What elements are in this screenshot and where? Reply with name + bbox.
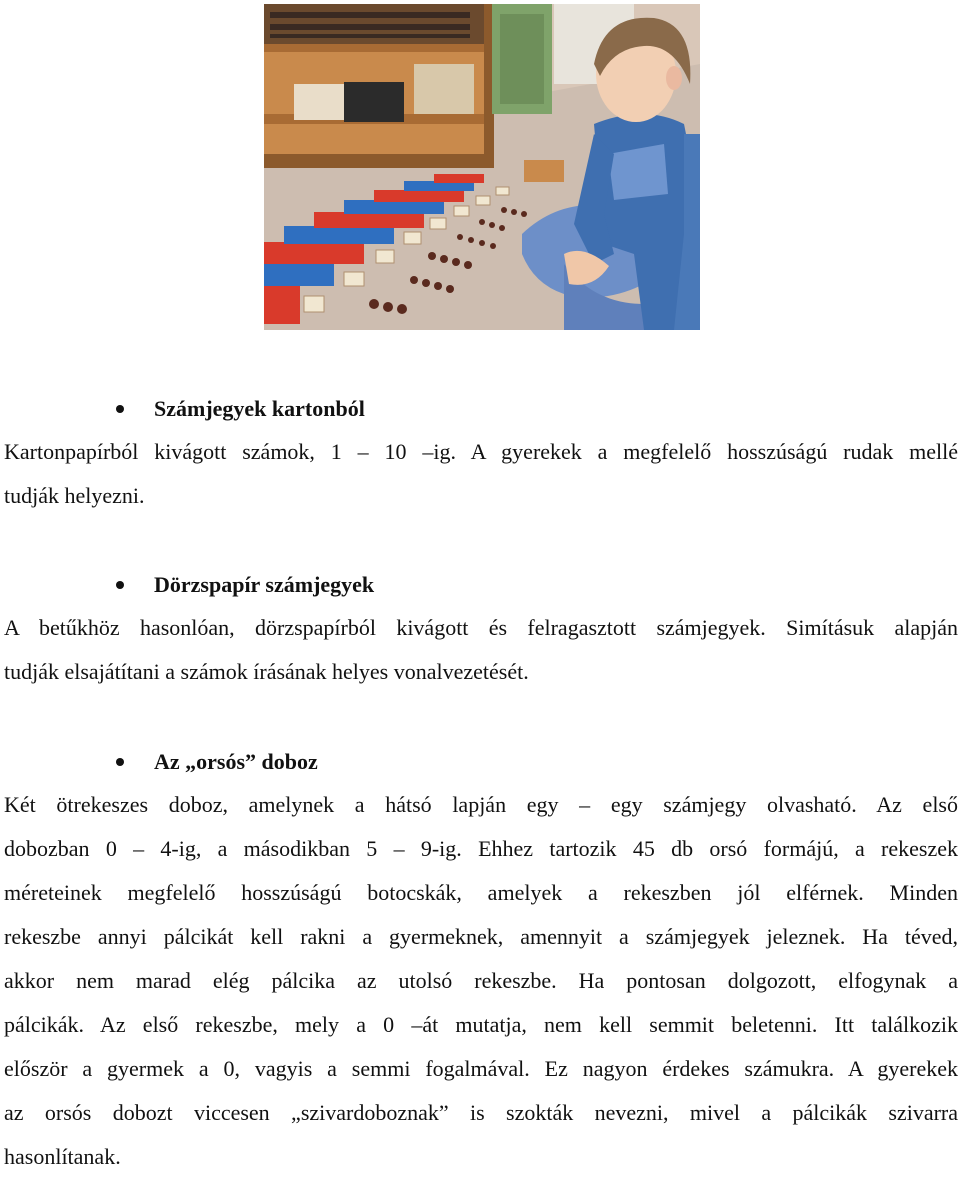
paragraph-line: dobozban 0 – 4-ig, a másodikban 5 – 9-ig. Ehhez tartozik 45 db orsó formájú, a rekeszek xyxy=(4,836,958,861)
paragraph-line: az orsós dobozt viccesen „szivardoboznak” is szokták nevezni, mivel a pálcikák szivarra xyxy=(4,1100,958,1125)
section-heading-3 xyxy=(116,749,318,775)
section-heading-text: Számjegyek kartonból xyxy=(154,396,365,421)
paragraph-line: tudják elsajátítani a számok írásának helyes vonalvezetését. xyxy=(4,659,529,684)
paragraph-line: tudják helyezni. xyxy=(4,483,145,508)
paragraph-line: először a gyermek a 0, vagyis a semmi fogalmával. Ez nagyon érdekes számukra. A gyerekek xyxy=(4,1056,958,1081)
section-paragraph-2 xyxy=(4,606,958,694)
paragraph-line: A betűkhöz hasonlóan, dörzspapírból kivágott és felragasztott számjegyek. Simításuk alapján xyxy=(4,615,958,640)
montessori-number-rods-photo xyxy=(264,4,700,330)
section-paragraph-1 xyxy=(4,430,958,518)
paragraph-line: Kartonpapírból kivágott számok, 1 – 10 –ig. A gyerekek a megfelelő hosszúságú rudak mellé xyxy=(4,439,958,464)
paragraph-line: pálcikák. Az első rekeszbe, mely a 0 –át mutatja, nem kell semmit beletenni. Itt találkozik xyxy=(4,1012,958,1037)
bullet-icon xyxy=(116,405,124,413)
section-heading-1 xyxy=(116,396,365,422)
section-heading-text: Dörzspapír számjegyek xyxy=(154,572,375,597)
paragraph-line: hasonlítanak. xyxy=(4,1144,121,1169)
paragraph-line: akkor nem marad elég pálcika az utolsó rekeszbe. Ha pontosan dolgozott, elfogynak a xyxy=(4,968,958,993)
section-heading-text: Az „orsós” doboz xyxy=(154,749,318,774)
bullet-icon xyxy=(116,758,124,766)
section-heading-2 xyxy=(116,572,374,598)
bullet-icon xyxy=(116,581,124,589)
section-paragraph-3 xyxy=(4,783,958,1179)
paragraph-line: Két ötrekeszes doboz, amelynek a hátsó lapján egy – egy számjegy olvasható. Az első xyxy=(4,792,958,817)
paragraph-line: rekeszbe annyi pálcikát kell rakni a gyermeknek, amennyit a számjegyek jeleznek. Ha téved, xyxy=(4,924,958,949)
paragraph-line: méreteinek megfelelő hosszúságú botocskák, amelyek a rekeszben jól elférnek. Minden xyxy=(4,880,958,905)
